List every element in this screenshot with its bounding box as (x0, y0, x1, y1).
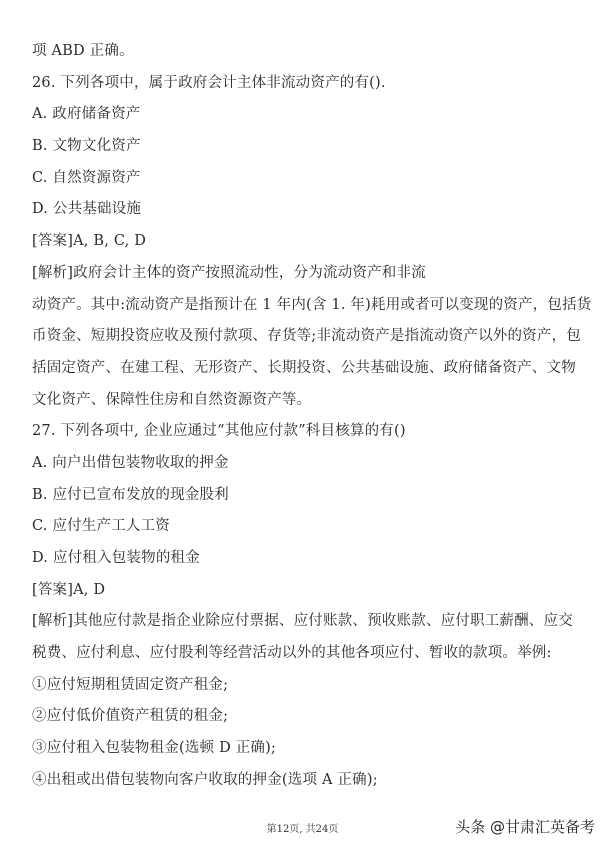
text-line: A. 政府储备资产 (32, 106, 141, 123)
text-line: 税费、应付利息、应付股利等经营活动以外的其他各项应付、暂收的款项。举例: (32, 645, 552, 662)
text-line: D. 公共基础设施 (32, 201, 142, 218)
text-line: B. 文物文化资产 (32, 138, 141, 155)
text-line: [答案]A, D (32, 581, 106, 598)
text-line: 动资产。其中:流动资产是指预计在 1 年内(含 1. 年)耗用或者可以变现的资产，包括货 (32, 296, 592, 313)
text-line: A. 向户出借包装物收取的押金 (32, 454, 229, 471)
watermark: 头条 @甘肃汇英备考 (455, 818, 595, 836)
text-line: [解析]政府会计主体的资产按照流动性，分为流动资产和非流 (32, 264, 426, 281)
text-line: ②应付低价值资产租赁的租金; (32, 708, 229, 725)
text-line: 币资金、短期投资应收及预付款项、存货等;非流动资产是指流动资产以外的资产，包 (32, 328, 581, 345)
page-number: 第12页, 共24页 (266, 824, 339, 835)
text-line: C. 自然资源资产 (32, 169, 141, 186)
text-line: 26. 下列各项中，属于政府会计主体非流动资产的有(). (32, 74, 386, 91)
text-line: C. 应付生产工人工资 (32, 518, 170, 535)
text-line: 括固定资产、在建工程、无形资产、长期投资、公共基础设施、政府储备资产、文物 (32, 359, 576, 376)
text-line: [解析]其他应付款是指企业除应付票据、应付账款、预收账款、应付职工薪酬、应交 (32, 613, 573, 630)
text-line: B. 应付已宣布发放的现金股利 (32, 486, 229, 503)
text-line: 文化资产、保障性住房和自然资源资产等。 (32, 391, 312, 408)
text-line: ③应付租入包装物租金(选顿 D 正确); (32, 740, 277, 757)
text-line: ①应付短期租赁固定资产租金; (32, 676, 229, 693)
text-line: 项 ABD 正确。 (32, 43, 134, 59)
text-line: ④出租或出借包装物向客户收取的押金(选项 A 正确); (32, 771, 378, 788)
text-line: D. 应付租入包装物的租金 (32, 550, 200, 566)
text-line: [答案]A, B, C, D (32, 233, 147, 250)
text-line: 27. 下列各项中, 企业应通过“其他应付款”科目核算的有() (32, 423, 406, 440)
document-body (32, 36, 592, 797)
